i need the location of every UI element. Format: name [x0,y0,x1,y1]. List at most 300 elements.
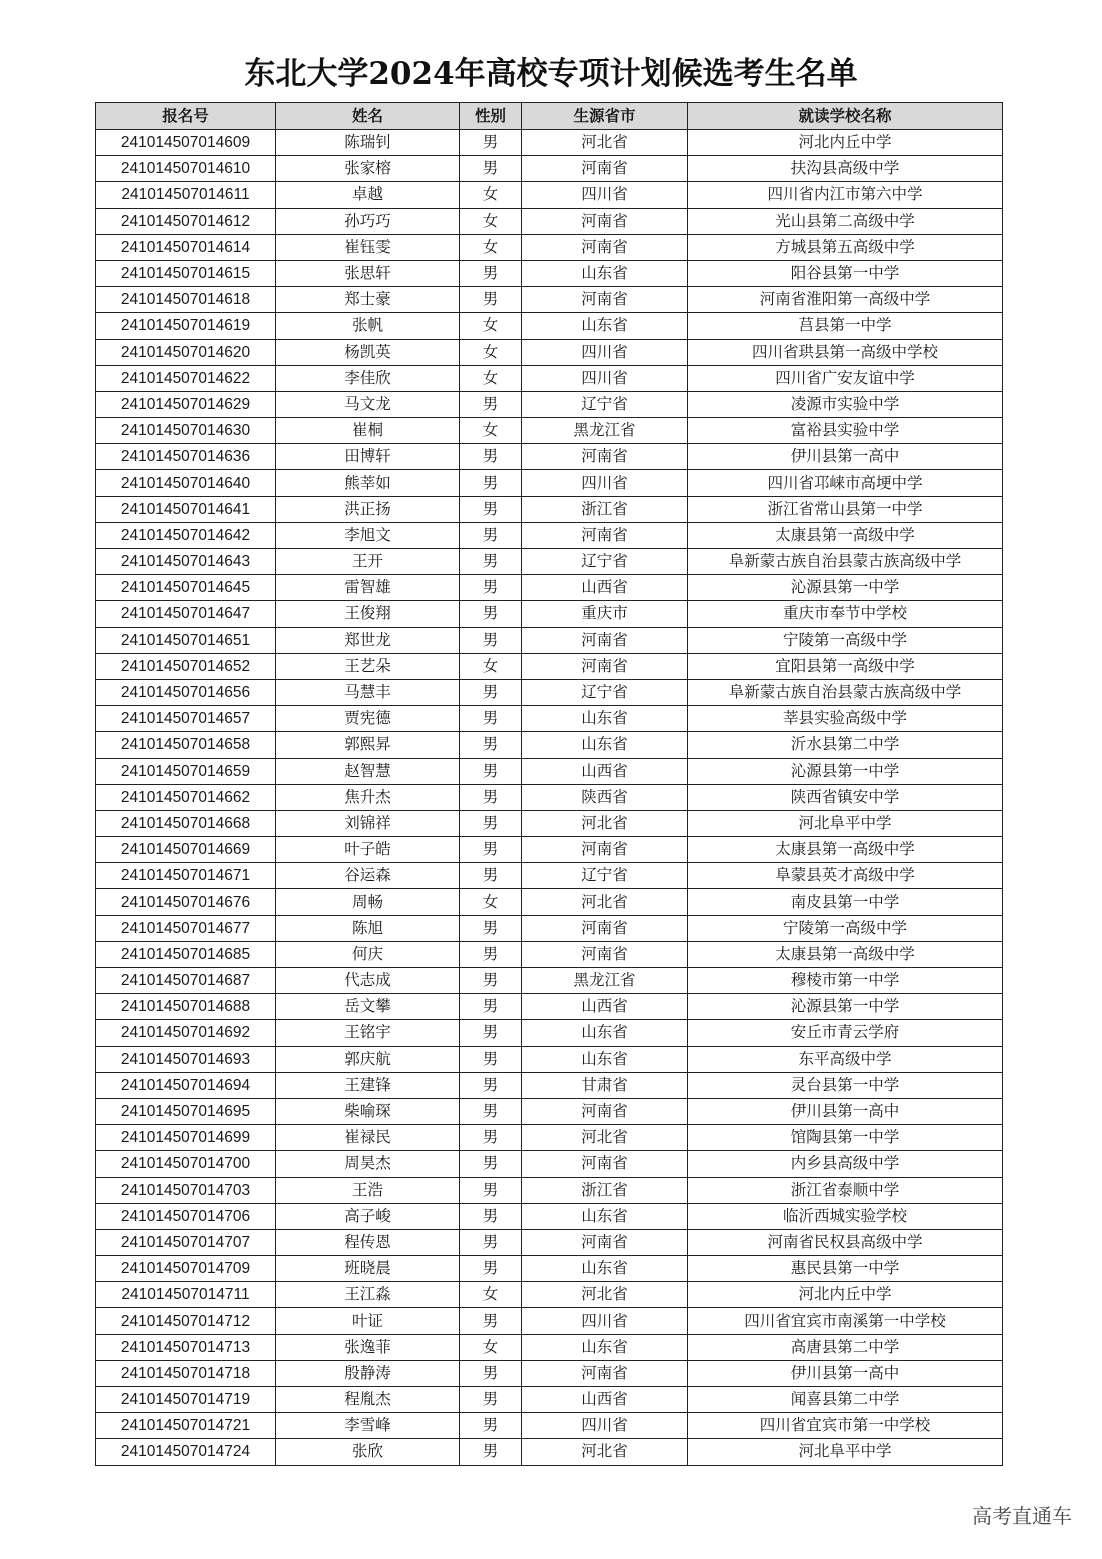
name-cell: 马慧丰 [276,679,460,705]
table-row [96,968,1003,994]
gender-cell: 女 [460,208,522,234]
province-cell: 山西省 [522,758,688,784]
registration-number-cell: 241014507014671 [96,863,276,889]
registration-number-cell: 241014507014658 [96,732,276,758]
school-cell: 四川省宜宾市第一中学校 [688,1413,1003,1439]
province-cell: 四川省 [522,1308,688,1334]
table-row [96,549,1003,575]
name-cell: 刘锦祥 [276,810,460,836]
table-row [96,627,1003,653]
gender-cell: 男 [460,1020,522,1046]
school-cell: 河北内丘中学 [688,130,1003,156]
province-cell: 河北省 [522,889,688,915]
school-cell: 光山县第二高级中学 [688,208,1003,234]
table-row [96,234,1003,260]
province-cell: 山东省 [522,1203,688,1229]
gender-cell: 男 [460,496,522,522]
province-cell: 河北省 [522,1125,688,1151]
province-cell: 河南省 [522,1229,688,1255]
name-cell: 田博轩 [276,444,460,470]
province-cell: 河南省 [522,915,688,941]
gender-cell: 男 [460,1387,522,1413]
registration-number-cell: 241014507014703 [96,1177,276,1203]
province-cell: 山西省 [522,994,688,1020]
name-cell: 崔桐 [276,418,460,444]
province-cell: 河南省 [522,156,688,182]
gender-cell: 男 [460,941,522,967]
province-cell: 辽宁省 [522,391,688,417]
table-row [96,1229,1003,1255]
table-row [96,1256,1003,1282]
province-cell: 重庆市 [522,601,688,627]
registration-number-cell: 241014507014609 [96,130,276,156]
table-row [96,575,1003,601]
school-cell: 宁陵第一高级中学 [688,627,1003,653]
registration-number-cell: 241014507014685 [96,941,276,967]
school-cell: 伊川县第一高中 [688,444,1003,470]
table-row [96,1413,1003,1439]
province-cell: 山西省 [522,575,688,601]
table-row [96,1387,1003,1413]
gender-cell: 男 [460,968,522,994]
gender-cell: 男 [460,1229,522,1255]
registration-number-cell: 241014507014630 [96,418,276,444]
gender-cell: 男 [460,156,522,182]
school-cell: 安丘市青云学府 [688,1020,1003,1046]
school-cell: 宜阳县第一高级中学 [688,653,1003,679]
province-cell: 河南省 [522,837,688,863]
gender-cell: 男 [460,391,522,417]
gender-cell: 女 [460,182,522,208]
name-cell: 程胤杰 [276,1387,460,1413]
table-row [96,313,1003,339]
school-cell: 莒县第一中学 [688,313,1003,339]
school-cell: 阜新蒙古族自治县蒙古族高级中学 [688,549,1003,575]
province-cell: 四川省 [522,470,688,496]
school-cell: 河南省民权县高级中学 [688,1229,1003,1255]
name-cell: 殷静涛 [276,1360,460,1386]
name-cell: 何庆 [276,941,460,967]
province-cell: 河南省 [522,208,688,234]
table-row [96,679,1003,705]
school-cell: 太康县第一高级中学 [688,522,1003,548]
column-header-school: 就读学校名称 [688,103,1003,130]
province-cell: 河南省 [522,627,688,653]
name-cell: 杨凯英 [276,339,460,365]
name-cell: 赵智慧 [276,758,460,784]
school-cell: 阜新蒙古族自治县蒙古族高级中学 [688,679,1003,705]
registration-number-cell: 241014507014620 [96,339,276,365]
school-cell: 阜蒙县英才高级中学 [688,863,1003,889]
table-row [96,156,1003,182]
gender-cell: 女 [460,653,522,679]
province-cell: 河南省 [522,444,688,470]
table-row [96,260,1003,286]
school-cell: 伊川县第一高中 [688,1098,1003,1124]
province-cell: 山东省 [522,1256,688,1282]
province-cell: 山西省 [522,1387,688,1413]
registration-number-cell: 241014507014712 [96,1308,276,1334]
school-cell: 阳谷县第一中学 [688,260,1003,286]
column-header-name: 姓名 [276,103,460,130]
registration-number-cell: 241014507014619 [96,313,276,339]
registration-number-cell: 241014507014615 [96,260,276,286]
registration-number-cell: 241014507014707 [96,1229,276,1255]
gender-cell: 女 [460,889,522,915]
name-cell: 叶子皓 [276,837,460,863]
table-row [96,365,1003,391]
gender-cell: 女 [460,339,522,365]
name-cell: 陈旭 [276,915,460,941]
gender-cell: 男 [460,1413,522,1439]
name-cell: 孙巧巧 [276,208,460,234]
registration-number-cell: 241014507014641 [96,496,276,522]
gender-cell: 女 [460,365,522,391]
registration-number-cell: 241014507014719 [96,1387,276,1413]
gender-cell: 男 [460,1072,522,1098]
name-cell: 崔禄民 [276,1125,460,1151]
gender-cell: 男 [460,1439,522,1465]
name-cell: 叶证 [276,1308,460,1334]
school-cell: 高唐县第二中学 [688,1334,1003,1360]
registration-number-cell: 241014507014676 [96,889,276,915]
school-cell: 沁源县第一中学 [688,994,1003,1020]
province-cell: 辽宁省 [522,549,688,575]
school-cell: 河北阜平中学 [688,810,1003,836]
name-cell: 王俊翔 [276,601,460,627]
registration-number-cell: 241014507014694 [96,1072,276,1098]
school-cell: 河南省淮阳第一高级中学 [688,287,1003,313]
school-cell: 四川省邛崃市高埂中学 [688,470,1003,496]
registration-number-cell: 241014507014718 [96,1360,276,1386]
gender-cell: 男 [460,732,522,758]
province-cell: 浙江省 [522,496,688,522]
table-row [96,758,1003,784]
province-cell: 山东省 [522,1334,688,1360]
registration-number-cell: 241014507014656 [96,679,276,705]
province-cell: 河南省 [522,234,688,260]
table-row [96,522,1003,548]
registration-number-cell: 241014507014662 [96,784,276,810]
gender-cell: 男 [460,522,522,548]
table-row [96,1151,1003,1177]
registration-number-cell: 241014507014668 [96,810,276,836]
school-cell: 宁陵第一高级中学 [688,915,1003,941]
registration-number-cell: 241014507014618 [96,287,276,313]
school-cell: 浙江省泰顺中学 [688,1177,1003,1203]
table-row [96,863,1003,889]
table-row [96,915,1003,941]
school-cell: 惠民县第一中学 [688,1256,1003,1282]
registration-number-cell: 241014507014614 [96,234,276,260]
name-cell: 郑世龙 [276,627,460,653]
table-row [96,1046,1003,1072]
province-cell: 河南省 [522,287,688,313]
name-cell: 王开 [276,549,460,575]
school-cell: 扶沟县高级中学 [688,156,1003,182]
name-cell: 贾宪德 [276,706,460,732]
name-cell: 王浩 [276,1177,460,1203]
province-cell: 河南省 [522,653,688,679]
registration-number-cell: 241014507014647 [96,601,276,627]
gender-cell: 女 [460,313,522,339]
province-cell: 浙江省 [522,1177,688,1203]
name-cell: 王建锋 [276,1072,460,1098]
name-cell: 张欣 [276,1439,460,1465]
gender-cell: 男 [460,810,522,836]
registration-number-cell: 241014507014700 [96,1151,276,1177]
name-cell: 谷运森 [276,863,460,889]
province-cell: 四川省 [522,1413,688,1439]
school-cell: 莘县实验高级中学 [688,706,1003,732]
table-body [96,130,1003,1466]
school-cell: 沁源县第一中学 [688,575,1003,601]
registration-number-cell: 241014507014724 [96,1439,276,1465]
school-cell: 闻喜县第二中学 [688,1387,1003,1413]
candidate-table [95,102,1003,1466]
registration-number-cell: 241014507014642 [96,522,276,548]
school-cell: 四川省广安友谊中学 [688,365,1003,391]
school-cell: 太康县第一高级中学 [688,837,1003,863]
name-cell: 张思轩 [276,260,460,286]
gender-cell: 男 [460,1256,522,1282]
table-row [96,391,1003,417]
province-cell: 山东省 [522,706,688,732]
province-cell: 黑龙江省 [522,968,688,994]
table-row [96,1308,1003,1334]
registration-number-cell: 241014507014669 [96,837,276,863]
gender-cell: 男 [460,837,522,863]
table-row [96,653,1003,679]
school-cell: 太康县第一高级中学 [688,941,1003,967]
school-cell: 灵台县第一中学 [688,1072,1003,1098]
gender-cell: 女 [460,418,522,444]
province-cell: 河北省 [522,1439,688,1465]
table-row [96,706,1003,732]
province-cell: 山东省 [522,313,688,339]
name-cell: 程传恩 [276,1229,460,1255]
registration-number-cell: 241014507014692 [96,1020,276,1046]
name-cell: 代志成 [276,968,460,994]
gender-cell: 男 [460,1177,522,1203]
gender-cell: 男 [460,1098,522,1124]
page-title: 东北大学2024年高校专项计划候选考生名单 [244,56,858,92]
school-cell: 重庆市奉节中学校 [688,601,1003,627]
table-row [96,1072,1003,1098]
registration-number-cell: 241014507014651 [96,627,276,653]
table-row [96,1334,1003,1360]
name-cell: 班晓晨 [276,1256,460,1282]
registration-number-cell: 241014507014659 [96,758,276,784]
name-cell: 郭熙昇 [276,732,460,758]
table-row [96,1203,1003,1229]
province-cell: 四川省 [522,339,688,365]
table-row [96,941,1003,967]
gender-cell: 男 [460,575,522,601]
table-row [96,1439,1003,1465]
registration-number-cell: 241014507014721 [96,1413,276,1439]
registration-number-cell: 241014507014622 [96,365,276,391]
gender-cell: 男 [460,1151,522,1177]
gender-cell: 女 [460,1282,522,1308]
table-row [96,1360,1003,1386]
registration-number-cell: 241014507014709 [96,1256,276,1282]
name-cell: 熊莘如 [276,470,460,496]
registration-number-cell: 241014507014611 [96,182,276,208]
name-cell: 焦升杰 [276,784,460,810]
registration-number-cell: 241014507014706 [96,1203,276,1229]
column-header-registration-number: 报名号 [96,103,276,130]
registration-number-cell: 241014507014640 [96,470,276,496]
table-row [96,339,1003,365]
registration-number-cell: 241014507014688 [96,994,276,1020]
registration-number-cell: 241014507014612 [96,208,276,234]
table-row [96,1098,1003,1124]
table-row [96,732,1003,758]
name-cell: 马文龙 [276,391,460,417]
province-cell: 四川省 [522,365,688,391]
school-cell: 穆棱市第一中学 [688,968,1003,994]
name-cell: 陈瑞钊 [276,130,460,156]
table-row [96,784,1003,810]
registration-number-cell: 241014507014677 [96,915,276,941]
province-cell: 山东省 [522,1020,688,1046]
registration-number-cell: 241014507014713 [96,1334,276,1360]
province-cell: 河南省 [522,1098,688,1124]
name-cell: 雷智雄 [276,575,460,601]
gender-cell: 男 [460,470,522,496]
school-cell: 内乡县高级中学 [688,1151,1003,1177]
registration-number-cell: 241014507014695 [96,1098,276,1124]
gender-cell: 男 [460,287,522,313]
gender-cell: 男 [460,1046,522,1072]
name-cell: 卓越 [276,182,460,208]
school-cell: 方城县第五高级中学 [688,234,1003,260]
registration-number-cell: 241014507014652 [96,653,276,679]
gender-cell: 女 [460,1334,522,1360]
gender-cell: 女 [460,234,522,260]
gender-cell: 男 [460,260,522,286]
name-cell: 张家榕 [276,156,460,182]
gender-cell: 男 [460,1125,522,1151]
province-cell: 陕西省 [522,784,688,810]
gender-cell: 男 [460,679,522,705]
school-cell: 四川省宜宾市南溪第一中学校 [688,1308,1003,1334]
province-cell: 河南省 [522,522,688,548]
gender-cell: 男 [460,444,522,470]
gender-cell: 男 [460,627,522,653]
school-cell: 四川省内江市第六中学 [688,182,1003,208]
name-cell: 张逸菲 [276,1334,460,1360]
registration-number-cell: 241014507014636 [96,444,276,470]
name-cell: 李雪峰 [276,1413,460,1439]
school-cell: 馆陶县第一中学 [688,1125,1003,1151]
province-cell: 辽宁省 [522,679,688,705]
table-row [96,837,1003,863]
gender-cell: 男 [460,863,522,889]
province-cell: 四川省 [522,182,688,208]
name-cell: 王铭宇 [276,1020,460,1046]
name-cell: 张帆 [276,313,460,339]
table-row [96,182,1003,208]
name-cell: 岳文攀 [276,994,460,1020]
registration-number-cell: 241014507014693 [96,1046,276,1072]
province-cell: 河南省 [522,1151,688,1177]
school-cell: 凌源市实验中学 [688,391,1003,417]
name-cell: 柴喻琛 [276,1098,460,1124]
school-cell: 富裕县实验中学 [688,418,1003,444]
province-cell: 河北省 [522,1282,688,1308]
table-row [96,1125,1003,1151]
province-cell: 河北省 [522,130,688,156]
table-row [96,1020,1003,1046]
name-cell: 郑士豪 [276,287,460,313]
gender-cell: 男 [460,1203,522,1229]
gender-cell: 男 [460,758,522,784]
school-cell: 沁源县第一中学 [688,758,1003,784]
province-cell: 河北省 [522,810,688,836]
name-cell: 崔钰雯 [276,234,460,260]
table-row [96,1282,1003,1308]
school-cell: 沂水县第二中学 [688,732,1003,758]
table-row [96,208,1003,234]
school-cell: 临沂西城实验学校 [688,1203,1003,1229]
registration-number-cell: 241014507014657 [96,706,276,732]
column-header-gender: 性别 [460,103,522,130]
name-cell: 洪正扬 [276,496,460,522]
registration-number-cell: 241014507014643 [96,549,276,575]
school-cell: 四川省珙县第一高级中学校 [688,339,1003,365]
province-cell: 辽宁省 [522,863,688,889]
registration-number-cell: 241014507014629 [96,391,276,417]
school-cell: 陕西省镇安中学 [688,784,1003,810]
table-row [96,418,1003,444]
school-cell: 东平高级中学 [688,1046,1003,1072]
school-cell: 浙江省常山县第一中学 [688,496,1003,522]
table-header-row [96,103,1003,130]
school-cell: 南皮县第一中学 [688,889,1003,915]
table-row [96,496,1003,522]
name-cell: 周畅 [276,889,460,915]
name-cell: 李旭文 [276,522,460,548]
gender-cell: 男 [460,994,522,1020]
province-cell: 河南省 [522,941,688,967]
gender-cell: 男 [460,601,522,627]
registration-number-cell: 241014507014711 [96,1282,276,1308]
table-row [96,130,1003,156]
province-cell: 山东省 [522,1046,688,1072]
school-cell: 伊川县第一高中 [688,1360,1003,1386]
name-cell: 李佳欣 [276,365,460,391]
table-row [96,470,1003,496]
gender-cell: 男 [460,1308,522,1334]
gender-cell: 男 [460,549,522,575]
table-row [96,601,1003,627]
table-row [96,810,1003,836]
gender-cell: 男 [460,1360,522,1386]
table-row [96,444,1003,470]
province-cell: 甘肃省 [522,1072,688,1098]
province-cell: 山东省 [522,260,688,286]
gender-cell: 男 [460,915,522,941]
name-cell: 王艺朵 [276,653,460,679]
school-cell: 河北阜平中学 [688,1439,1003,1465]
registration-number-cell: 241014507014610 [96,156,276,182]
name-cell: 高子峻 [276,1203,460,1229]
registration-number-cell: 241014507014687 [96,968,276,994]
table-row [96,287,1003,313]
gender-cell: 男 [460,706,522,732]
